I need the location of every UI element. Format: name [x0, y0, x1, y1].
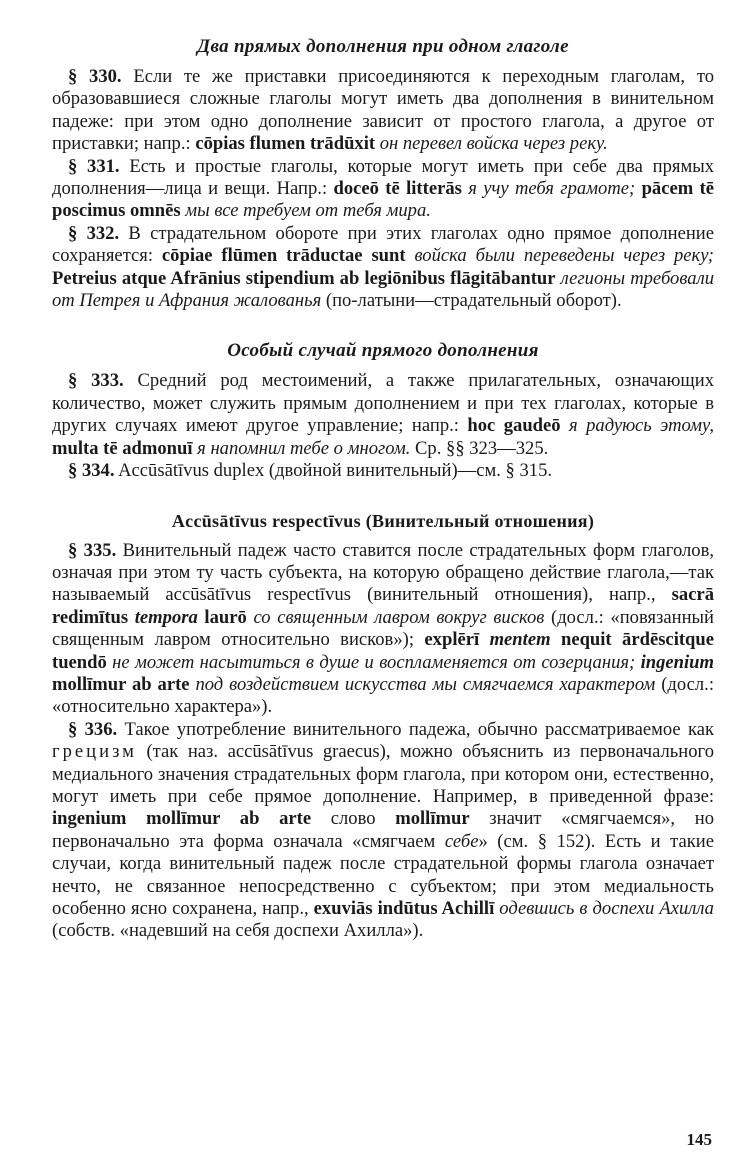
text: Если те же приставки присоединяются к переходным глаголам, то образовавшиеся сложные глаголы могут иметь два дополнения в винительном падеже: при этом одно дополнение зависит от простого глагола, а другое от приставки; напр.:: [52, 66, 715, 155]
text: Средний род местоимений, а также прилагательных, означающих количество, может служить прямым дополнением и при тех глаголах, которые в других случаях имеют другое управление; напр.:: [52, 370, 714, 437]
text: значит «смягчаемся», но первоначально эта форма означала «смягчаем: [52, 808, 714, 852]
text: Винительный падеж часто ставится после страдательных форм глаголов, означая при этом ту часть субъекта, на которую обращено действие глагола,—так называемый accūsātīvus respectīvus (винительный отношения), напр.,: [52, 539, 714, 606]
latin-example: cōpias flumen trādūxit: [195, 133, 376, 155]
text: слово: [311, 808, 396, 830]
page-number: 145: [686, 1130, 712, 1149]
russian-translation: мы все требуем от тебя мира.: [180, 200, 431, 222]
paragraph-number: § 330.: [68, 66, 122, 87]
latin-example: cōpiae flūmen trāductae sunt: [161, 245, 406, 267]
paragraph-335: [52, 540, 714, 719]
text: В страдательном обороте при этих глаголах одно прямое дополнение сохраняется:: [52, 222, 715, 267]
russian-translation: не может насытиться в душе и воспламеняется от созерцания;: [106, 651, 636, 673]
latin-example: doceō tē litterās: [333, 178, 462, 200]
spacer: [52, 312, 714, 334]
text: (досл.: «повязанный священным лавром относительно висков»);: [52, 606, 714, 651]
paragraph-number: § 336.: [68, 718, 118, 740]
latin-emphasis: mentem: [489, 629, 551, 651]
text: Есть и простые глаголы, которые могут иметь при себе два прямых дополнения—лица и вещи. Напр.:: [52, 155, 715, 200]
latin-example: mollīmur: [395, 808, 470, 830]
paragraph-333: [52, 370, 714, 460]
latin-example: nequit ārdēscitque tuendō: [52, 629, 714, 673]
text: Accūsātīvus duplex (двойной винительный)—см. § 315.: [114, 460, 553, 482]
russian-translation: я напомнил тебе о многом.: [192, 437, 411, 459]
russian-translation: я учу тебя грамоте;: [461, 178, 636, 200]
latin-example: laurō: [197, 606, 247, 628]
russian-italic: себе: [444, 830, 479, 852]
russian-translation: войска были переведены через реку;: [405, 245, 714, 267]
section-heading-accusativus-respectivus: Accūsātīvus respectīvus (Винительный отношения): [171, 510, 595, 531]
latin-example: sacrā redimītus: [52, 584, 714, 628]
paragraph-number: § 333.: [68, 370, 124, 392]
latin-example: pācem tē poscimus omnēs: [52, 178, 715, 222]
paragraph-332: [52, 223, 714, 313]
russian-translation: со священным лавром вокруг висков: [246, 606, 545, 628]
paragraph-number: § 332.: [68, 222, 120, 244]
paragraph-334: [52, 460, 714, 482]
paragraph-336: [52, 719, 714, 943]
latin-emphasis: tempora: [134, 606, 198, 628]
text: (по-латыни—страдательный оборот).: [321, 290, 622, 312]
latin-example: Petreius atque Afrānius stipendium ab legiōnibus flāgitābantur: [52, 267, 556, 289]
latin-example: hoc gaudeō: [467, 415, 561, 437]
paragraph-number: § 335.: [68, 539, 117, 561]
text: (так наз. accūsātīvus graecus), можно объяснить из первоначального медиального значения страдательных форм глагола, при котором они, естественно, могут иметь при себе прямое дополнение. Например, в приведенной фразе:: [52, 741, 714, 807]
spacer: [52, 483, 714, 505]
section-heading-special-case: Особый случай прямого дополнения: [227, 340, 539, 362]
russian-translation: одевшись в доспехи Ахилла: [494, 898, 714, 919]
russian-translation: он перевел войска через реку.: [375, 133, 608, 155]
paragraph-330: [52, 66, 714, 156]
russian-translation: под воздействием искусства мы смягчаемся характером: [189, 673, 656, 695]
russian-translation: легионы требовали от Петрея и Афрания жалованья: [52, 267, 714, 312]
paragraph-number: § 331.: [68, 155, 120, 177]
latin-example: explērī: [424, 629, 490, 651]
latin-example: exuviās indūtus Achillī: [313, 898, 495, 919]
latin-example: ingenium mollīmur ab arte: [52, 808, 312, 830]
latin-example: multa tē admonuī: [52, 437, 193, 459]
section-heading-two-direct-objects: Два прямых дополнения при одном глаголе: [197, 36, 569, 57]
latin-emphasis: ingenium: [635, 651, 714, 673]
paragraph-number: § 334.: [68, 460, 115, 482]
text: Такое употребление винительного падежа, обычно рассматриваемое как: [117, 718, 715, 740]
latin-example: mollīmur ab arte: [52, 673, 190, 695]
paragraph-331: [52, 156, 714, 223]
russian-translation: я радуюсь этому,: [560, 415, 714, 437]
text: Ср. §§ 323—325.: [410, 437, 549, 459]
text: » (см. § 152). Есть и такие случаи, когда винительный падеж после страдательной формы глагола означает нечто, не связанное непосредственно с субъектом; при этом медиальность особенно ясно сохранена, напр.,: [52, 830, 714, 919]
text: (досл.: «относительно характера»).: [52, 673, 714, 718]
spaced-term: грецизм: [52, 741, 137, 763]
text: (собств. «надевший на себя доспехи Ахилла»).: [52, 920, 424, 942]
